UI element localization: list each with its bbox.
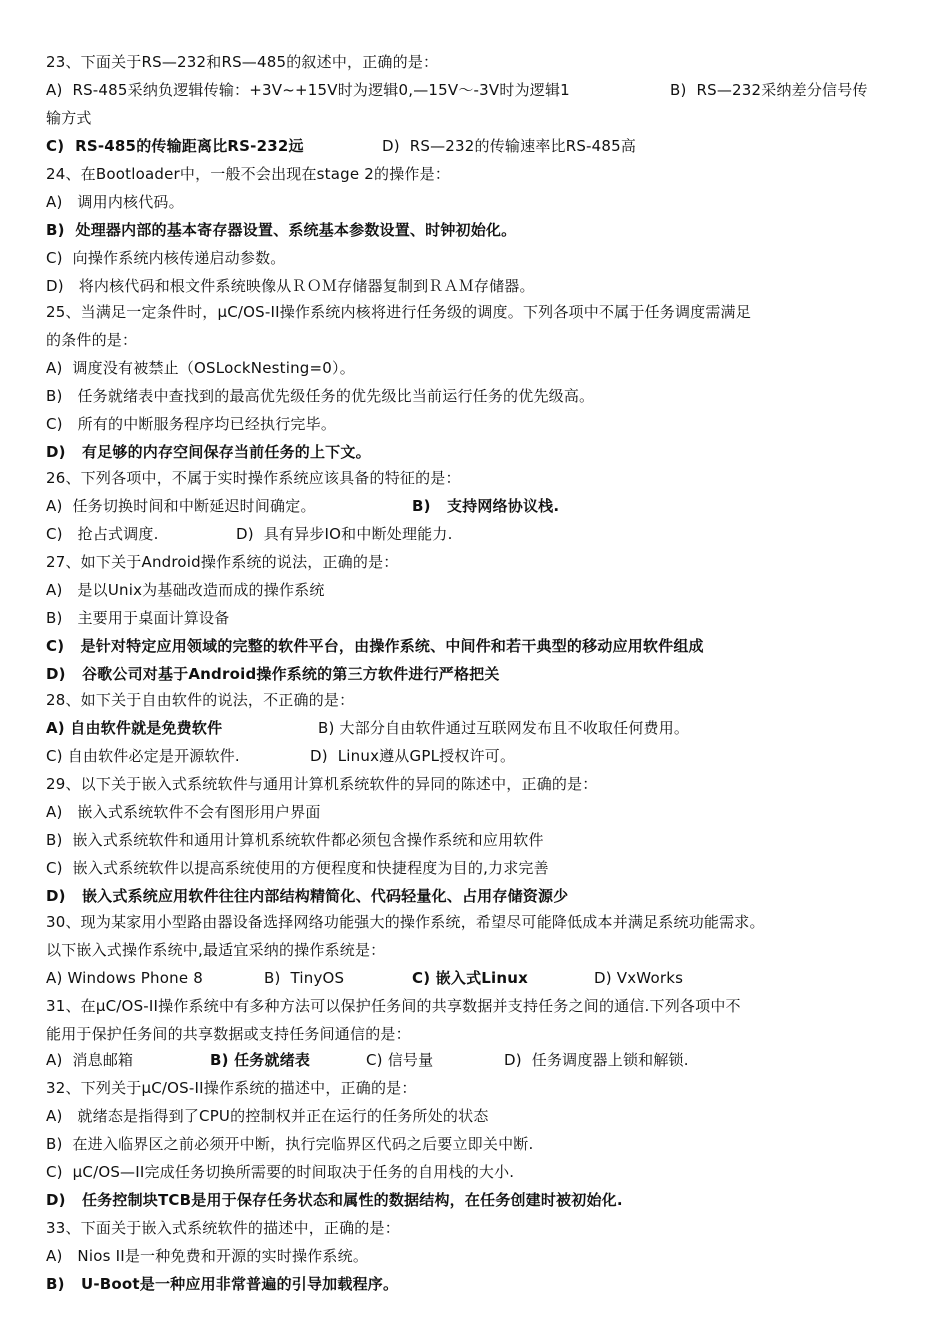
q23-option-d: D) RS—232的传输速率比RS-485高 <box>382 137 637 155</box>
q26-option-b: B) 支持网络协议栈. <box>412 497 560 515</box>
q30-option-a: A) Windows Phone 8 <box>46 969 203 987</box>
document-page: 23、下面关于RS—232和RS—485的叙述中，正确的是： A) RS-485采纳负逻辑传输：+3V~+15V时为逻辑0,—15V～-3V时为逻辑1 B) RS—232采纳差分信号传 输方式 C) RS-485的传输距离比RS-232远 D) RS—232的传输速率比RS-485高 24、在Bootloader中，一般不会出现在stage 2的操作是： A) 调用内核代码。 B) 处理器内部的基本寄存器设置、系统基本参数设置、时钟初始化。 C) 向操作系统内核传递启动参数。 D) 将内核代码和根文件系统映像从ＲＯＭ存储器复制到ＲＡＭ存储器。 25、当满足一定条件时，μC/OS-II操作系统内核将进行任务级的调度。下列各项中不属于任务调度需满足 的条件的是： A) 调度没有被禁止（OSLockNesting=0）。 B) 任务就绪表中查找到的最高优先级任务的优先级比当前运行任务的优先级高。 C) 所有的中断服务程序均已经执行完毕。 D) 有足够的内存空间保存当前任务的上下文。 26、下列各项中，不属于实时操作系统应该具备的特征的是： A) 任务切换时间和中断延迟时间确定。 B) 支持网络协议栈. C) 抢占式调度. D) 具有异步IO和中断处理能力. 27、如下关于Android操作系统的说法，正确的是： A) 是以Unix为基础改造而成的操作系统 B) 主要用于桌面计算设备 C) 是针对特定应用领域的完整的软件平台，由操作系统、中间件和若干典型的移动应用软件组成 D) 谷歌公司对基于Android操作系统的第三方软件进行严格把关 28、如下关于自由软件的说法，不正确的是： A) 自由软件就是免费软件 B) 大部分自由软件通过互联网发布且不收取任何费用。 C) 自由软件必定是开源软件. D) Linux遵从GPL授权许可。 29、以下关于嵌入式系统软件与通用计算机系统软件的异同的陈述中，正确的是： A) 嵌入式系统软件不会有图形用户界面 B) 嵌入式系统软件和通用计算机系统软件都必须包含操作系统和应用软件 C) 嵌入式系统软件以提高系统使用的方便程度和快捷程度为目的,力求完善 D) 嵌入式系统应用软件往往内部结构精简化、代码轻量化、占用存储资源少 30、现为某家用小型路由器设备选择网络功能强大的操作系统，希望尽可能降低成本并满足系统功能需求。 以下嵌入式操作系统中,最适宜采纳的操作系统是： A) Windows Phone 8 B) TinyOS C) 嵌入式Linux D) VxWorks 31、在μC/OS-II操作系统中有多种方法可以保护任务间的共享数据并支持任务之间的通信.下列各项中不 能用于保护任务间的共享数据或支持任务间通信的是： A) 消息邮箱 B) 任务就绪表 C) 信号量 D) 任务调度器上锁和解锁. 32、下列关于μC/OS-II操作系统的描述中，正确的是： A) 就绪态是指得到了CPU的控制权并正在运行的任务所处的状态 B) 在进入临界区之前必须开中断，执行完临界区代码之后要立即关中断. C) μC/OS—II完成任务切换所需要的时间取决于任务的自用栈的大小. D) 任务控制块TCB是用于保存任务状态和属性的数据结构，在任务创建时被初始化. 33、下面关于嵌入式系统软件的描述中，正确的是： A) Nios II是一种免费和开源的实时操作系统。 B) U-Boot是一种应用非常普遍的引导加载程序。 <box>0 0 950 1344</box>
q30-option-d: D) VxWorks <box>594 969 684 987</box>
q30-option-c: C) 嵌入式Linux <box>412 969 529 987</box>
q26-option-c: C) 抢占式调度. <box>46 525 159 543</box>
q28-option-a: A) 自由软件就是免费软件 <box>46 719 223 737</box>
q31-option-b: B) 任务就绪表 <box>210 1051 311 1069</box>
q28-option-d: D) Linux遵从GPL授权许可。 <box>310 747 516 765</box>
q31-option-a: A) 消息邮箱 <box>46 1051 134 1069</box>
q28-option-c: C) 自由软件必定是开源软件. <box>46 747 240 765</box>
q31-option-d: D) 任务调度器上锁和解锁. <box>504 1051 689 1069</box>
q23-option-b: B) RS—232采纳差分信号传 <box>670 81 868 99</box>
q31-option-c: C) 信号量 <box>366 1051 434 1069</box>
q23-option-a: A) RS-485采纳负逻辑传输：+3V~+15V时为逻辑0,—15V～-3V时为逻辑1 <box>46 81 570 99</box>
q26-option-d: D) 具有异步IO和中断处理能力. <box>236 525 453 543</box>
q30-option-b: B) TinyOS <box>264 969 345 987</box>
q28-option-b: B) 大部分自由软件通过互联网发布且不收取任何费用。 <box>318 719 690 737</box>
q23-option-c: C) RS-485的传输距离比RS-232远 <box>46 137 304 155</box>
q26-option-a: A) 任务切换时间和中断延迟时间确定。 <box>46 497 316 515</box>
